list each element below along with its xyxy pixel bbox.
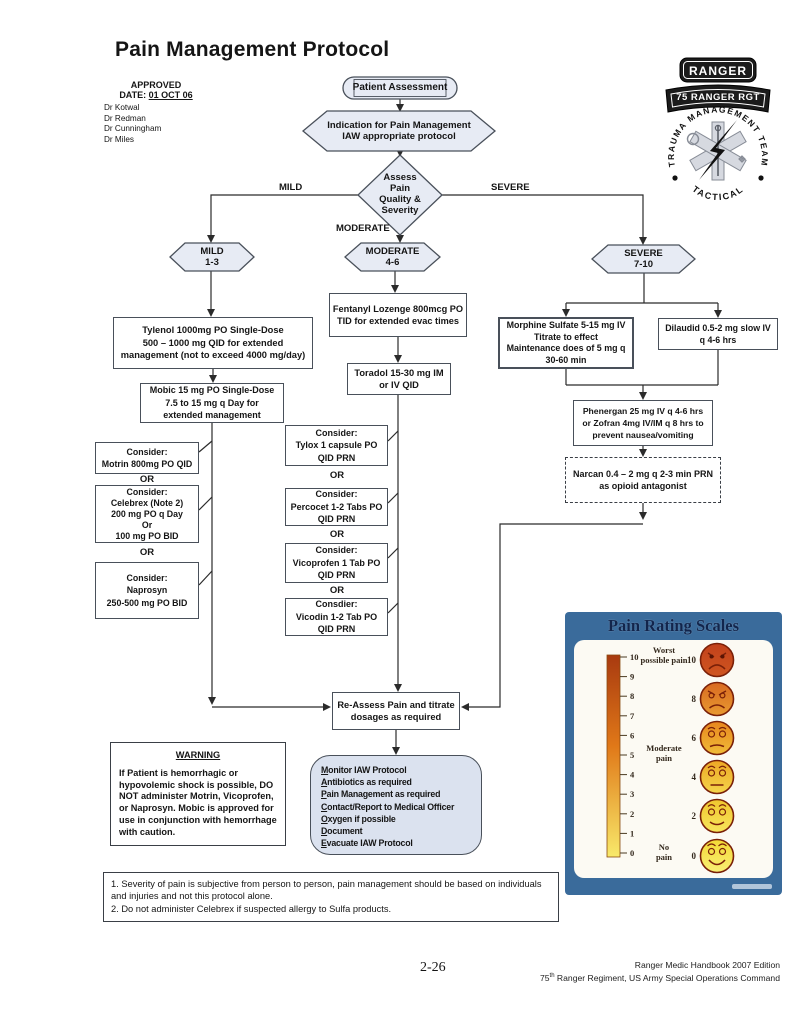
phenergan-box: Phenergan 25 mg IV q 4-6 hrs or Zofran 4mg IV/IM q 8 hrs to prevent nausea/vomiting	[573, 400, 713, 446]
face-2-icon	[701, 800, 734, 833]
footer-line-1: Ranger Medic Handbook 2007 Edition	[634, 960, 780, 970]
branch-label-severe: SEVERE	[491, 182, 530, 193]
svg-text:TRAUMA MANAGEMENT TEAM: TRAUMA MANAGEMENT TEAM	[665, 104, 771, 168]
svg-text:0: 0	[691, 851, 696, 861]
label-moderate-pain: Moderate pain	[646, 743, 682, 763]
svg-text:10: 10	[630, 652, 639, 662]
pain-scale-title: Pain Rating Scales	[607, 616, 740, 635]
thermometer-ticks	[620, 657, 627, 853]
tylox-box: Consider: Tylox 1 capsule PO QID PRN	[285, 425, 388, 466]
svg-text:TACTICAL: TACTICAL	[690, 183, 746, 203]
celebrex-box: Consider: Celebrex (Note 2) 200 mg PO q Day Or 100 mg PO BID	[95, 485, 199, 543]
svg-text:2: 2	[630, 808, 635, 819]
moderate-node: MODERATE 4-6	[365, 245, 420, 268]
or-label: OR	[139, 474, 155, 485]
fentanyl-box: Fentanyl Lozenge 800mcg PO TID for extended evac times	[329, 293, 467, 337]
severe-node: SEVERE 7-10	[624, 247, 663, 270]
face-8-icon	[701, 683, 734, 716]
svg-text:3: 3	[630, 789, 635, 800]
branch-label-moderate: MODERATE	[336, 223, 390, 234]
pain-faces	[701, 644, 734, 873]
thermometer-bar	[607, 655, 620, 857]
toradol-box: Toradol 15-30 mg IM or IV QID	[347, 363, 451, 395]
or-label: OR	[329, 529, 345, 540]
or-label: OR	[139, 547, 155, 558]
morphine-box: Morphine Sulfate 5-15 mg IV Titrate to effect Maintenance does of 5 mg q 30-60 min	[498, 317, 634, 369]
label-worst-pain: Worst possible pain	[640, 645, 688, 665]
face-6-icon	[701, 722, 734, 755]
narcan-box: Narcan 0.4 – 2 mg q 2-3 min PRN as opioid antagonist	[565, 457, 721, 503]
or-label: OR	[329, 470, 345, 481]
approval-block	[96, 80, 216, 145]
label-no-pain: No pain	[655, 842, 673, 862]
monitor-line: Evacuate IAW Protocol	[321, 838, 413, 849]
ranger-tmt-logo	[650, 38, 785, 203]
approver-names	[96, 103, 216, 145]
face-value-labels	[687, 655, 697, 861]
svg-text:RANGER: RANGER	[688, 64, 748, 78]
footer-attribution	[460, 960, 780, 984]
warning-box	[110, 742, 286, 846]
svg-text:8: 8	[630, 691, 635, 702]
svg-text:4: 4	[630, 769, 635, 780]
assess-pain-node: Assess Pain Quality & Severity	[379, 172, 421, 216]
dilaudid-box: Dilaudid 0.5-2 mg slow IV q 4-6 hrs	[658, 318, 778, 350]
approver: Dr Cunningham	[104, 124, 162, 133]
approver: Dr Redman	[104, 113, 146, 123]
ranger-tab	[680, 58, 756, 82]
svg-text:9: 9	[630, 671, 635, 682]
monitor-line: Monitor IAW Protocol	[321, 765, 407, 775]
mild-node: MILD 1-3	[200, 245, 224, 268]
note-1: 1. Severity of pain is subjective from person to person, pain management should be based on individuals and injuries and not this protocol alone.	[111, 879, 542, 902]
svg-text:2: 2	[691, 811, 696, 821]
monitor-line: Document	[321, 826, 363, 837]
warning-body: If Patient is hemorrhagic or hypovolemic shock is possible, DO NOT administer Motrin, Vicoprofen, or Naprosyn. Mobic is approved for use in conjunction with hemorrhage with caution.	[119, 767, 277, 837]
notes-box	[103, 872, 559, 922]
monitor-line: Antibiotics as required	[321, 777, 412, 788]
svg-text:6: 6	[630, 730, 635, 741]
monitor-line: Contact/Report to Medical Officer	[321, 801, 455, 812]
emblem-dot-left	[672, 175, 677, 180]
face-4-icon	[701, 761, 734, 794]
monitor-protocol-box	[310, 755, 482, 855]
pain-rating-scales	[565, 612, 782, 895]
svg-text:75 RANGER RGT: 75 RANGER RGT	[676, 92, 760, 103]
tylenol-box: Tylenol 1000mg PO Single-Dose 500 – 1000 mg QID for extended management (not to exceed 4000 mg/day)	[113, 317, 313, 369]
warning-title: WARNING	[175, 750, 221, 760]
pain-scale-panel	[574, 640, 773, 878]
approver: Dr Miles	[104, 134, 135, 144]
svg-text:5: 5	[630, 750, 635, 760]
vicoprofen-box: Consider: Vicoprofen 1 Tab PO QID PRN	[285, 543, 388, 583]
page-number: 2-26	[420, 960, 446, 975]
face-10-icon	[701, 644, 734, 677]
emblem-dot-right	[758, 175, 763, 180]
approver: Dr Kotwal	[104, 103, 140, 112]
svg-text:7: 7	[630, 710, 635, 721]
naprosyn-box: Consider: Naprosyn 250-500 mg PO BID	[95, 562, 199, 619]
patient-assessment-node: Patient Assessment	[352, 82, 448, 94]
page-title: Pain Management Protocol	[115, 38, 390, 61]
svg-text:4: 4	[691, 772, 696, 782]
approved-label: APPROVED	[130, 80, 182, 90]
footer-line-2: 75th Ranger Regiment, US Army Special Operations Command	[539, 972, 780, 983]
percocet-box: Consider: Percocet 1-2 Tabs PO QID PRN	[285, 488, 388, 526]
svg-text:1: 1	[630, 828, 635, 839]
approved-date: DATE: 01 OCT 06	[119, 90, 193, 100]
monitor-line: Pain Management as required	[321, 789, 441, 800]
svg-text:10: 10	[687, 655, 696, 665]
branch-label-mild: MILD	[279, 182, 303, 193]
thermometer-tick-labels	[630, 652, 639, 858]
face-0-icon	[701, 840, 734, 873]
note-2: 2. Do not administer Celebrex if suspected allergy to Sulfa products.	[111, 903, 392, 914]
motrin-box: Consider: Motrin 800mg PO QID	[95, 442, 199, 474]
svg-text:6: 6	[691, 733, 696, 743]
vicodin-box: Consdier: Vicodin 1-2 Tab PO QID PRN	[285, 598, 388, 636]
credit-strip	[732, 884, 772, 889]
reassess-box: Re-Assess Pain and titrate dosages as required	[332, 692, 460, 730]
tmt-emblem	[666, 104, 770, 202]
or-label: OR	[329, 585, 345, 596]
mobic-box: Mobic 15 mg PO Single-Dose 7.5 to 15 mg q Day for extended management	[140, 383, 284, 423]
svg-text:8: 8	[691, 694, 696, 704]
monitor-line: Oxygen if possible	[321, 813, 396, 824]
svg-text:0: 0	[630, 848, 635, 858]
indication-node: Indication for Pain Management IAW appropriate protocol	[327, 119, 471, 142]
